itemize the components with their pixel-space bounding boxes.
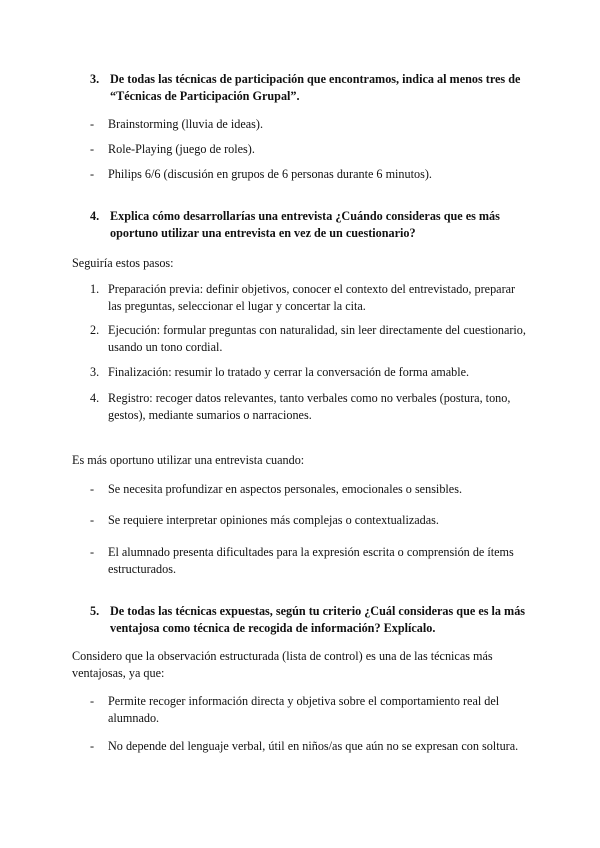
question-number: 3. bbox=[90, 72, 100, 86]
list-item-text: No depende del lenguaje verbal, útil en niños/as que aún no se expresan con soltura. bbox=[108, 739, 519, 753]
item-number: 4. bbox=[90, 391, 100, 405]
question-3-heading bbox=[90, 71, 530, 104]
question-4-heading bbox=[90, 208, 530, 241]
item-number: 3. bbox=[90, 365, 100, 379]
list-item-text: Philips 6/6 (discusión en grupos de 6 personas durante 6 minutos). bbox=[108, 167, 432, 181]
question-number: 5. bbox=[90, 604, 100, 618]
list-item bbox=[90, 544, 530, 577]
list-item-text: Role-Playing (juego de roles). bbox=[108, 142, 255, 156]
list-item bbox=[90, 481, 530, 498]
bullet-dash: - bbox=[90, 142, 95, 156]
bullet-dash: - bbox=[90, 167, 95, 181]
list-item-text: Se requiere interpretar opiniones más complejas o contextualizadas. bbox=[108, 513, 439, 527]
bullet-dash: - bbox=[90, 482, 95, 496]
question-number: 4. bbox=[90, 209, 100, 223]
bullet-dash: - bbox=[90, 739, 95, 753]
paragraph: Es más oportuno utilizar una entrevista cuando: bbox=[72, 453, 305, 467]
numbered-item bbox=[90, 390, 530, 423]
question-text: De todas las técnicas expuestas, según tu criterio ¿Cuál consideras que es la más ventajosa como técnica de recogida de información? Explícalo. bbox=[110, 604, 526, 635]
list-item bbox=[90, 738, 530, 755]
paragraph: Considero que la observación estructurada (lista de control) es una de las técnicas más ventajosas, ya que: bbox=[72, 649, 493, 680]
list-item-text: Se necesita profundizar en aspectos personales, emocionales o sensibles. bbox=[108, 482, 462, 496]
bullet-dash: - bbox=[90, 694, 95, 708]
numbered-item bbox=[90, 281, 530, 314]
list-item-text: Permite recoger información directa y objetiva sobre el comportamiento real del alumnado. bbox=[108, 694, 500, 725]
list-item-text: Brainstorming (lluvia de ideas). bbox=[108, 117, 264, 131]
question-5-heading bbox=[90, 603, 530, 636]
bullet-dash: - bbox=[90, 117, 95, 131]
list-item bbox=[90, 141, 530, 158]
question-text: De todas las técnicas de participación que encontramos, indica al menos tres de “Técnicas de Participación Grupal”. bbox=[110, 72, 521, 103]
list-item bbox=[90, 116, 530, 133]
list-item bbox=[90, 512, 530, 529]
numbered-item-text: Registro: recoger datos relevantes, tanto verbales como no verbales (postura, tono, gestos), mediante sumarios o narraciones. bbox=[108, 391, 511, 422]
question-text: Explica cómo desarrollarías una entrevista ¿Cuándo consideras que es más oportuno utilizar una entrevista en vez de un cuestionario? bbox=[110, 209, 500, 240]
item-number: 1. bbox=[90, 282, 100, 296]
numbered-item-text: Preparación previa: definir objetivos, conocer el contexto del entrevistado, preparar las preguntas, seleccionar el lugar y concertar la cita. bbox=[108, 282, 516, 313]
item-number: 2. bbox=[90, 323, 100, 337]
numbered-item-text: Finalización: resumir lo tratado y cerrar la conversación de forma amable. bbox=[108, 365, 470, 379]
list-item bbox=[90, 693, 530, 726]
list-item bbox=[90, 166, 530, 183]
numbered-item-text: Ejecución: formular preguntas con naturalidad, sin leer directamente del cuestionario, usando un tono cordial. bbox=[108, 323, 526, 354]
paragraph: Seguiría estos pasos: bbox=[72, 256, 174, 270]
bullet-dash: - bbox=[90, 545, 95, 559]
numbered-item bbox=[90, 322, 530, 355]
numbered-item bbox=[90, 364, 530, 381]
list-item-text: El alumnado presenta dificultades para la expresión escrita o comprensión de ítems estructurados. bbox=[108, 545, 514, 576]
bullet-dash: - bbox=[90, 513, 95, 527]
